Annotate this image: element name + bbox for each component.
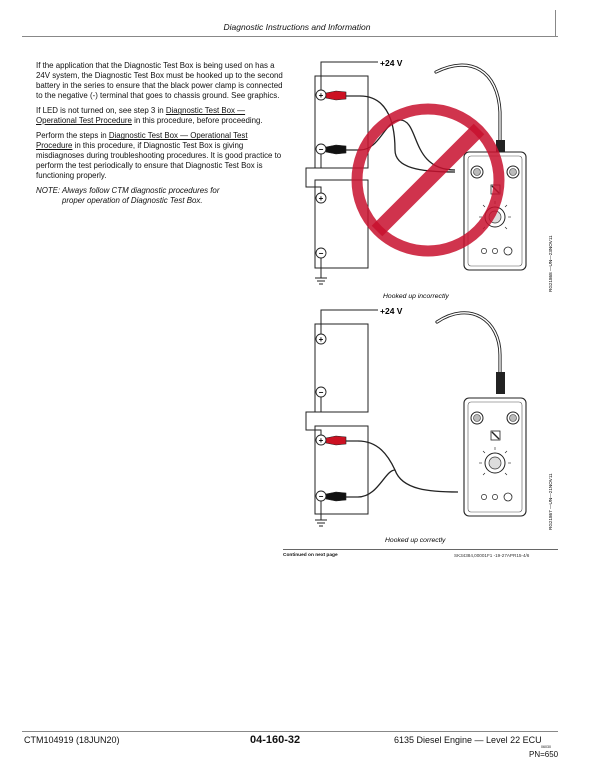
voltage-label: +24 V	[380, 306, 403, 316]
cable-connector	[496, 372, 505, 394]
operational-test-link-2[interactable]: Diagnostic Test Box — Operational Test Procedure	[36, 131, 248, 151]
diagnostic-test-box	[464, 398, 526, 516]
minus-symbol: −	[318, 388, 324, 397]
reference-code: SK34384,00001F1 -19-27APR15-4/6	[454, 553, 530, 558]
footer-page-number: 04-160-32	[250, 734, 301, 746]
plus-symbol: +	[318, 335, 324, 344]
footer-manual-id: CTM104919 (18JUN20)	[24, 735, 120, 745]
footer-engine-title: 6135 Diesel Engine — Level 22 ECU	[394, 735, 542, 745]
footer-small-code: 06030	[541, 745, 551, 749]
minus-symbol: −	[318, 492, 324, 501]
figure-code: RG21867 —UN—21NOV11	[548, 473, 553, 530]
operational-test-link[interactable]: Diagnostic Test Box — Operational Test Procedure	[36, 106, 246, 126]
minus-symbol: −	[318, 249, 324, 258]
note: NOTE: Always follow CTM diagnostic procedures for proper operation of Diagnostic Test Box.	[36, 186, 220, 206]
continued-rule	[283, 549, 558, 550]
caption-correct: Hooked up correctly	[385, 537, 446, 544]
figure-code: RG21868 —UN—23NOV11	[548, 235, 553, 292]
minus-symbol: −	[318, 145, 324, 154]
plus-symbol: +	[318, 436, 324, 445]
paragraph-perform-steps: Perform the steps in Diagnostic Test Box — Operational Test Procedure in this procedure, if Diagnostic Test Box is giving misdiagnoses during troubleshooting procedures. It is good practice to perform the test periodically to ensure that Diagnostic Test Box is functioning properly.	[36, 131, 282, 181]
plus-symbol: +	[318, 91, 324, 100]
plus-symbol: +	[318, 194, 324, 203]
page-header-title: Diagnostic Instructions and Information	[223, 22, 371, 32]
figure-incorrect	[306, 58, 553, 300]
footer-pn: PN=650	[529, 750, 559, 759]
continued-label: Continued on next page	[283, 553, 338, 558]
paragraph-24v-system: If the application that the Diagnostic Test Box is being used on has a 24V system, the Diagnostic Test Box must be hooked up to the second battery in the series to ensure that the black power clamp is connected to the negative (-) terminal that goes to chassis ground. See graphics.	[36, 61, 283, 100]
figure-correct	[306, 306, 553, 544]
voltage-label: +24 V	[380, 58, 403, 68]
caption-incorrect: Hooked up incorrectly	[383, 293, 449, 300]
paragraph-led: If LED is not turned on, see step 3 in Diagnostic Test Box — Operational Test Procedure in this procedure, before proceeding.	[36, 106, 263, 126]
footer-rule	[22, 731, 558, 732]
